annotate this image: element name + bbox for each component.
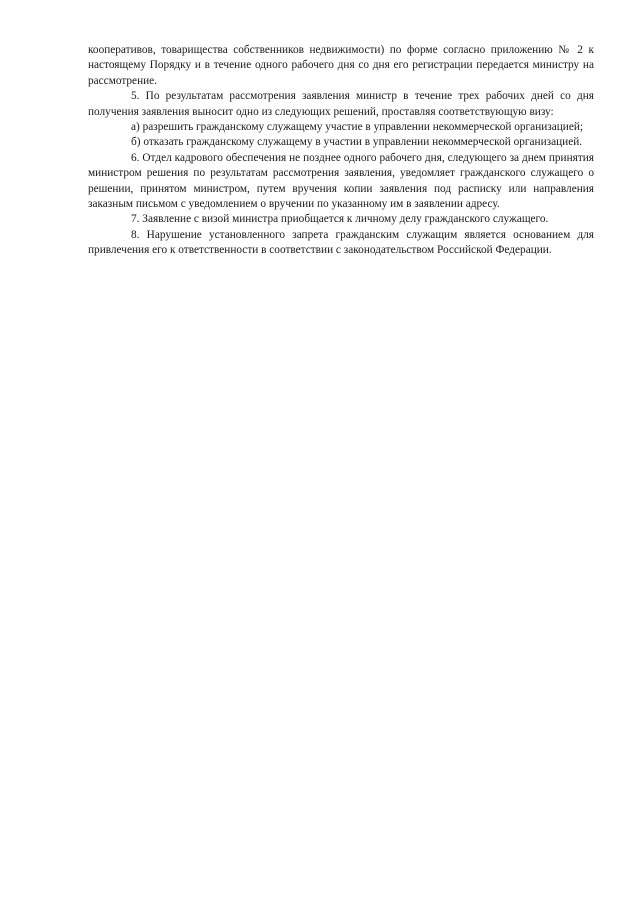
paragraph-item-7: 7. Заявление с визой министра приобщается к личному делу гражданского служащего. — [131, 213, 549, 226]
paragraph-option-a: а) разрешить гражданскому служащему участие в управлении некоммерческой организацией; — [131, 121, 584, 134]
paragraph-option-b: б) отказать гражданскому служащему в участии в управлении некоммерческой организацией. — [131, 136, 583, 149]
document-page — [88, 43, 594, 259]
paragraph-item-8: 8. Нарушение установленного запрета гражданским служащим является основанием для привлечения его к ответственности в соответствии с законодательством Российской Федерации. — [88, 228, 594, 257]
paragraph-continuation: кооперативов, товарищества собственников недвижимости) по форме согласно приложению № 2 к настоящему Порядку и в течение одного рабочего дня со дня его регистрации передается министру на рассмотрение. — [88, 44, 594, 87]
paragraph-item-5: 5. По результатам рассмотрения заявления министр в течение трех рабочих дней со дня получения заявления выносит одно из следующих решений, проставляя соответствующую визу: — [88, 90, 594, 118]
paragraph-item-6: 6. Отдел кадрового обеспечения не позднее одного рабочего дня, следующего за днем принятия министром решения по результатам рассмотрения заявления, уведомляет гражданского служащего о решении, принятом министром, путем вручения копии заявления под расписку или направления заказным письмом с уведомлением о вручении по указанному им в заявлении адресу. — [88, 151, 594, 211]
